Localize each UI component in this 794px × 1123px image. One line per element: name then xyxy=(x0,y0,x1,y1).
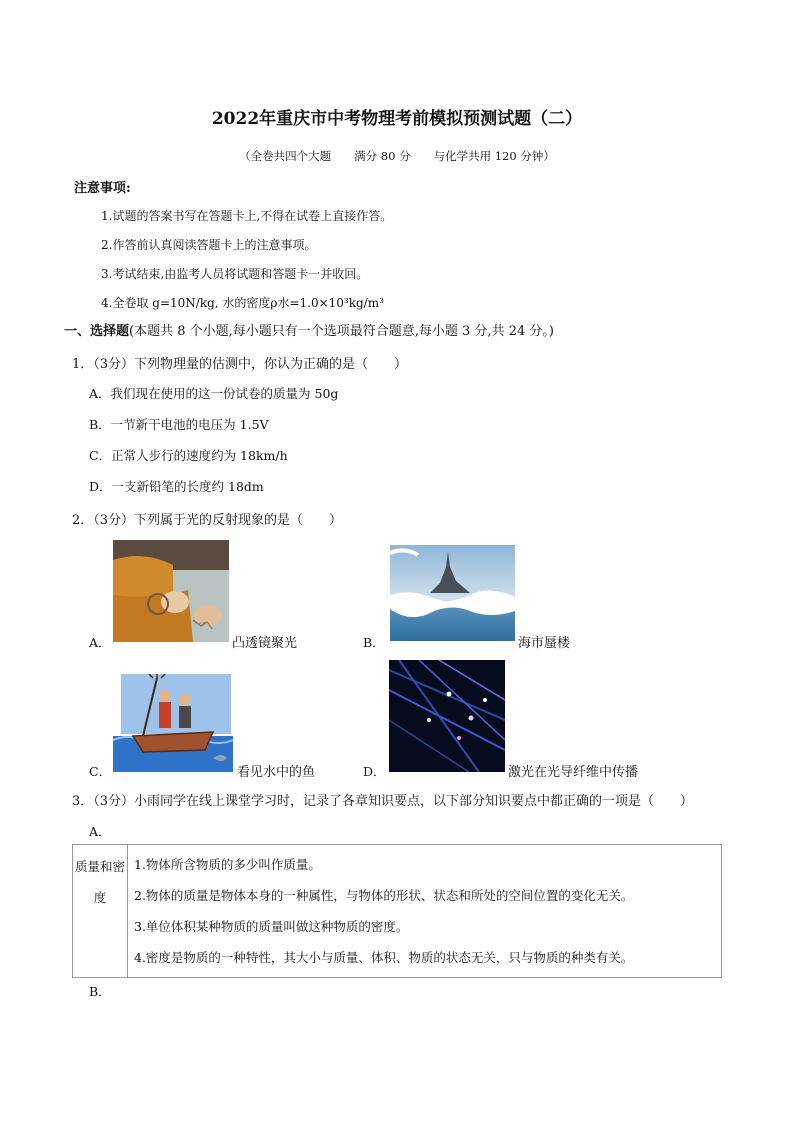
question-2-option-b-label: B． xyxy=(363,635,385,650)
question-3-option-a-label: A． xyxy=(89,824,111,839)
fishing-boat-illustration xyxy=(113,674,233,772)
question-2-option-c-caption: 看见水中的鱼 xyxy=(237,765,316,780)
notice-item: 3.考试结束,由监考人员将试题和答题卡一并收回。 xyxy=(101,267,369,281)
question-1-option-c: C．正常人步行的速度约为 18km/h xyxy=(89,448,288,463)
section-description: (本题共 8 个小题,每小题只有一个选项最符合题意,每小题 3 分,共 24 分。) xyxy=(129,324,554,339)
magnifying-glass-photo xyxy=(113,540,229,642)
question-2-option-b-caption: 海市蜃楼 xyxy=(518,636,571,651)
question-1-stem: 1．（3分）下列物理量的估测中，你认为正确的是（ ） xyxy=(72,357,408,372)
exam-subtitle: （全卷共四个大题 满分 80 分 与化学共用 120 分钟） xyxy=(239,149,555,163)
knowledge-point: 4.密度是物质的一种特性，其大小与质量、体积、物质的状态无关，只与物质的种类有关。 xyxy=(134,950,634,965)
notice-item: 4.全卷取 g=10N/kg, 水的密度ρ水=1.0×10³kg/m³ xyxy=(101,296,384,310)
exam-title: 2022年重庆市中考物理考前模拟预测试题（二） xyxy=(211,109,583,129)
notice-item: 1.试题的答案书写在答题卡上,不得在试卷上直接作答。 xyxy=(101,209,393,223)
notice-item: 2.作答前认真阅读答题卡上的注意事项。 xyxy=(101,238,317,252)
optical-fiber-photo xyxy=(389,660,505,772)
question-3-option-b-label: B． xyxy=(89,984,111,999)
question-2-option-d-caption: 激光在光导纤维中传播 xyxy=(508,765,639,780)
mirage-photo xyxy=(390,545,515,641)
question-1-option-b: B．一节新干电池的电压为 1.5V xyxy=(89,417,269,432)
table-row xyxy=(73,845,722,978)
points-cell xyxy=(128,845,722,978)
knowledge-table xyxy=(72,844,722,978)
knowledge-point: 2.物体的质量是物体本身的一种属性，与物体的形状、状态和所处的空间位置的变化无关。 xyxy=(134,888,634,903)
question-1-option-d: D．一支新铅笔的长度约 18dm xyxy=(89,479,264,494)
question-2-option-a-label: A． xyxy=(89,635,111,650)
question-2-option-a-caption: 凸透镜聚光 xyxy=(232,636,298,651)
topic-cell: 质量和密度 xyxy=(73,845,128,978)
question-3-stem: 3．（3分）小雨同学在线上课堂学习时，记录了各章知识要点，以下部分知识要点中都正确的一项是（ ） xyxy=(72,794,694,809)
question-1-option-a: A．我们现在使用的这一份试卷的质量为 50g xyxy=(89,386,339,401)
notice-heading: 注意事项: xyxy=(74,181,131,196)
question-2-option-c-label: C． xyxy=(89,764,112,779)
knowledge-point: 3.单位体积某种物质的质量叫做这种物质的密度。 xyxy=(134,919,409,934)
knowledge-point: 1.物体所含物质的多少叫作质量。 xyxy=(134,857,321,872)
question-2-stem: 2．（3分）下列属于光的反射现象的是（ ） xyxy=(72,513,343,528)
section-title: 一、选择题 xyxy=(64,324,130,339)
section-heading xyxy=(64,320,554,339)
question-2-option-d-label: D． xyxy=(363,764,386,779)
